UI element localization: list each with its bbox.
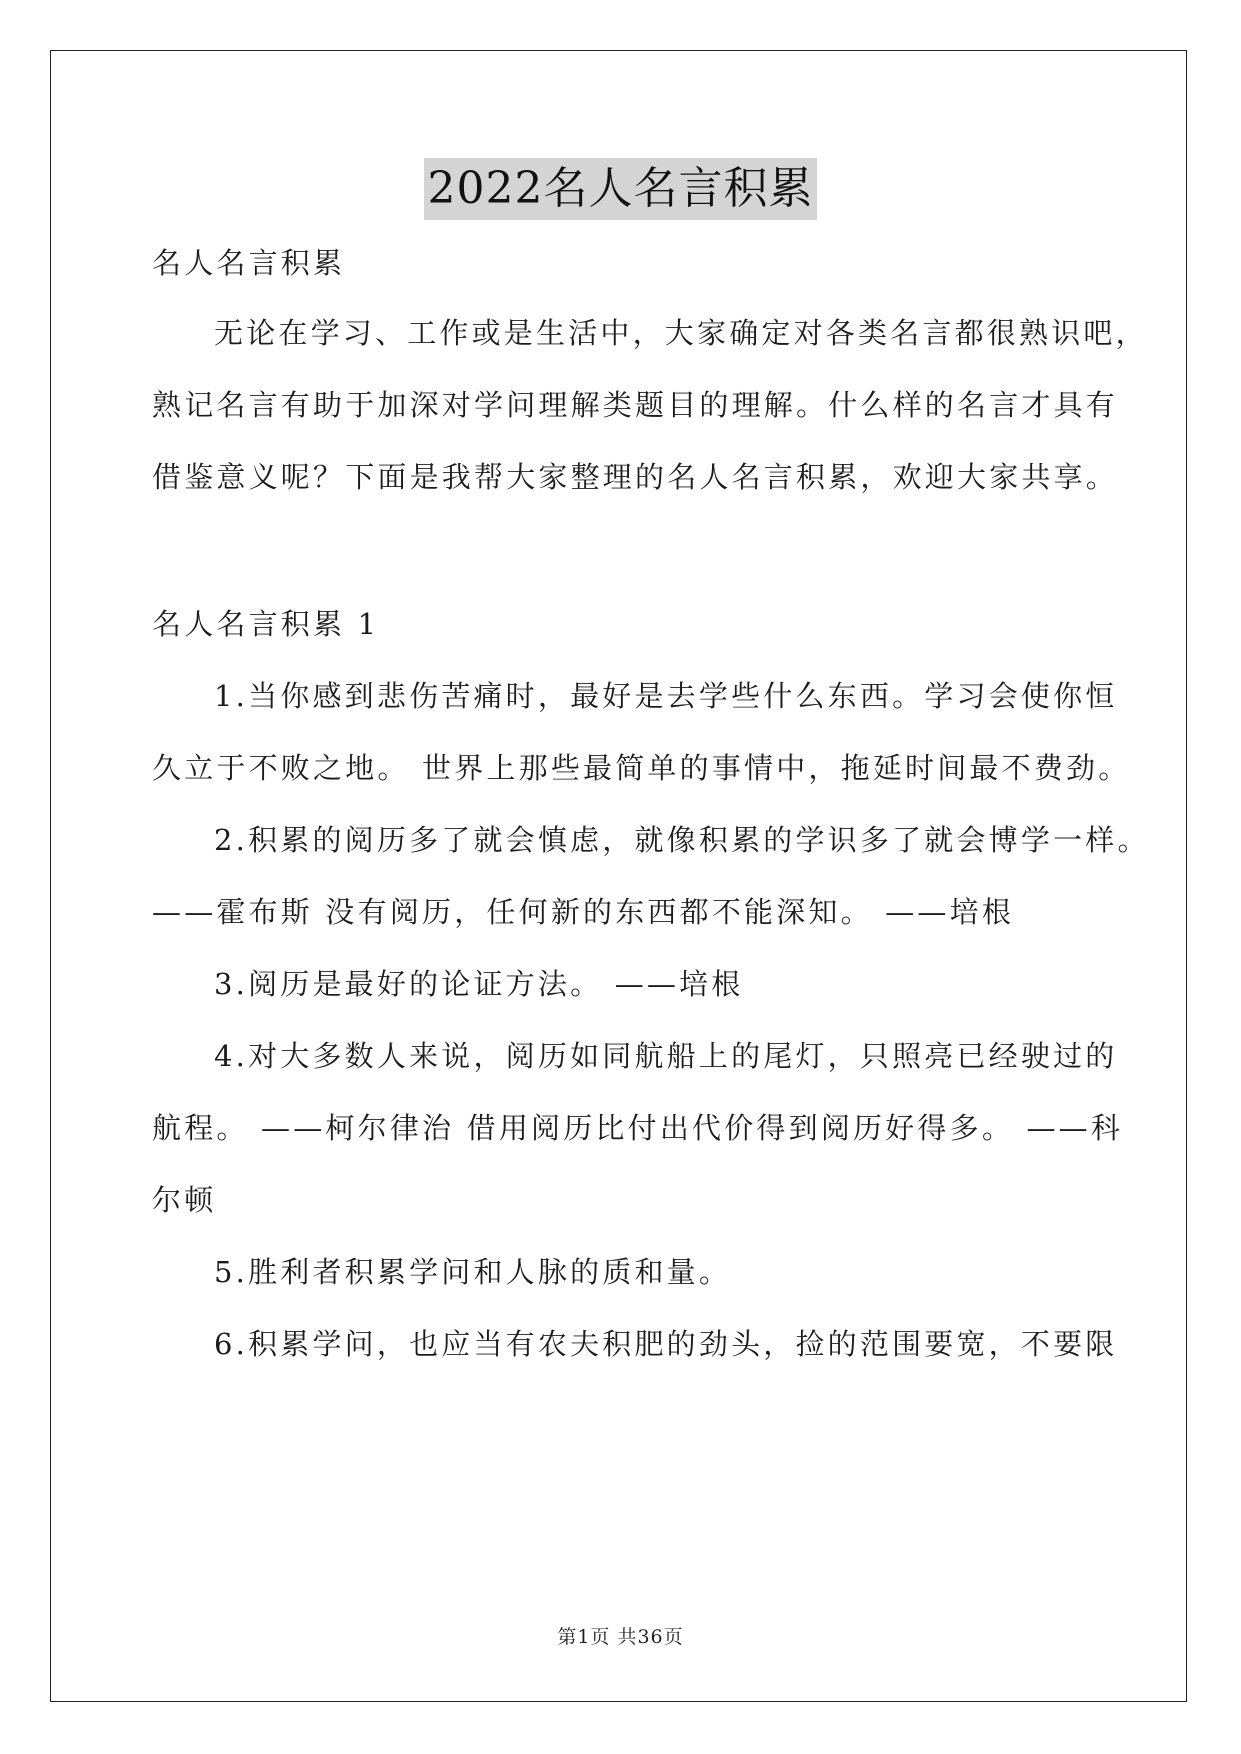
intro-line-3: 借鉴意义呢？下面是我帮大家整理的名人名言积累，欢迎大家共享。 <box>152 460 1119 494</box>
body-line: 久立于不败之地。 世界上那些最简单的事情中，拖延时间最不费劲。 <box>152 751 1131 785</box>
body-line: ——霍布斯 没有阅历，任何新的东西都不能深知。 ——培根 <box>152 895 1015 929</box>
page-footer: 第1页 共36页 <box>557 1626 684 1648</box>
intro-line-2: 熟记名言有助于加深对学问理解类题目的理解。什么样的名言才具有 <box>152 388 1119 422</box>
title-wrap <box>0 158 1241 220</box>
subheading: 名人名言积累 1 <box>152 607 380 641</box>
body-line: 航程。 ——柯尔律治 借用阅历比付出代价得到阅历好得多。 ——科 <box>152 1111 1124 1145</box>
page-border <box>50 50 1187 1702</box>
body-line: 3.阅历是最好的论证方法。 ——培根 <box>214 967 744 1001</box>
body-line: 5.胜利者积累学问和人脉的质和量。 <box>214 1255 732 1289</box>
body-line: 2.积累的阅历多了就会慎虑，就像积累的学识多了就会博学一样。 <box>214 823 1150 857</box>
body-line: 尔顿 <box>152 1183 217 1217</box>
document-title: 2022名人名言积累 <box>424 158 818 220</box>
body-line: 6.积累学问，也应当有农夫积肥的劲头，捡的范围要宽，不要限 <box>214 1327 1118 1361</box>
body-line: 4.对大多数人来说，阅历如同航船上的尾灯，只照亮已经驶过的 <box>214 1039 1118 1073</box>
body-line: 1.当你感到悲伤苦痛时，最好是去学些什么东西。学习会使你恒 <box>214 679 1118 713</box>
section-heading: 名人名言积累 <box>152 246 346 280</box>
intro-line-1: 无论在学习、工作或是生活中，大家确定对各类名言都很熟识吧， <box>214 316 1148 350</box>
